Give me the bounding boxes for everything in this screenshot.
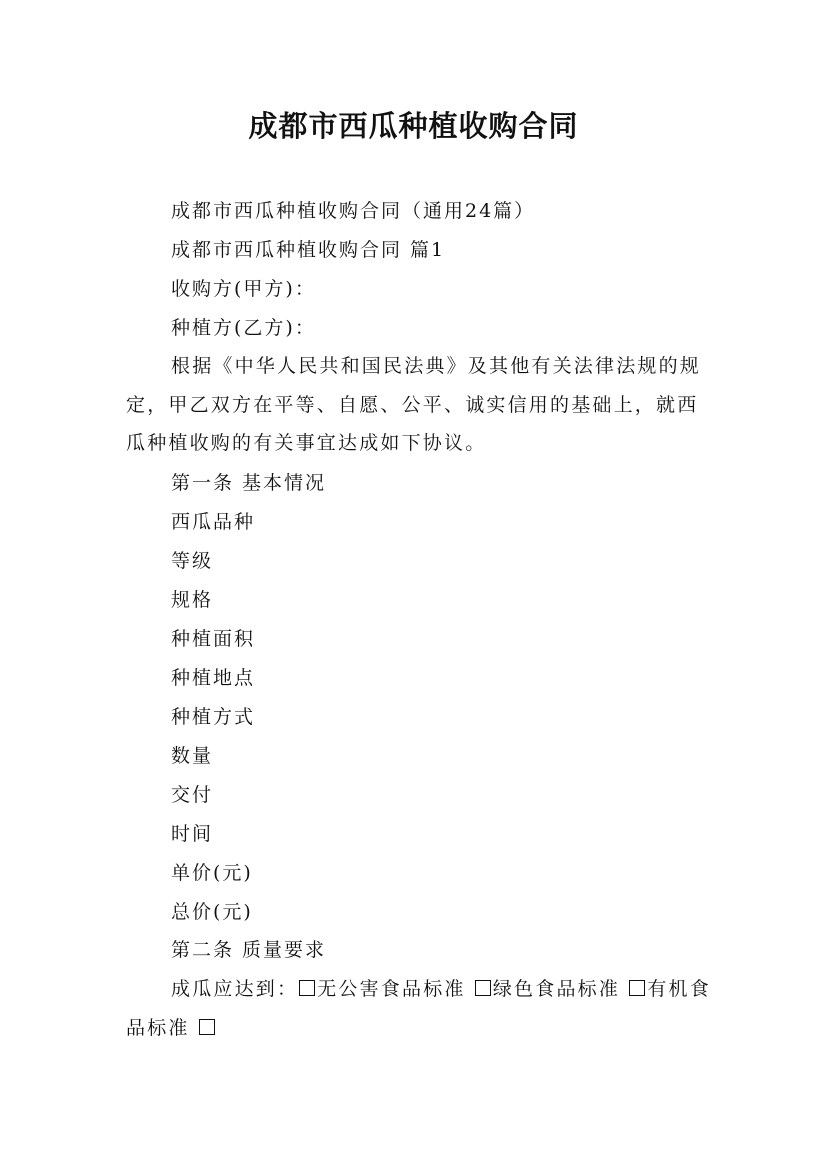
preamble-paragraph: 根据《中华人民共和国民法典》及其他有关法律法规的规定，甲乙双方在平等、自愿、公平、诚实信用的基础上，就西瓜种植收购的有关事宜达成如下协议。 bbox=[126, 355, 702, 454]
article1-item: 规格 bbox=[171, 589, 214, 611]
article1-item: 时间 bbox=[171, 823, 214, 845]
checkbox[interactable] bbox=[629, 980, 645, 996]
article1-item: 总价(元) bbox=[171, 901, 253, 923]
grower-label: 种植方(乙方)： bbox=[171, 317, 316, 339]
document-subtitle: 成都市西瓜种植收购合同（通用24篇） bbox=[171, 200, 536, 222]
article1-item: 等级 bbox=[171, 550, 214, 572]
checkbox[interactable] bbox=[475, 980, 491, 996]
article1-item: 种植地点 bbox=[171, 667, 256, 689]
article2-heading: 第二条 质量要求 bbox=[171, 939, 327, 961]
document-title: 成都市西瓜种植收购合同 bbox=[248, 109, 579, 143]
article1-item: 种植面积 bbox=[171, 628, 256, 650]
buyer-label: 收购方(甲方)： bbox=[171, 278, 316, 300]
quality-requirement bbox=[126, 970, 711, 1047]
article1-item: 交付 bbox=[171, 784, 214, 806]
article1-item: 种植方式 bbox=[171, 706, 256, 728]
article1-item: 单价(元) bbox=[171, 862, 253, 884]
checkbox[interactable] bbox=[299, 980, 315, 996]
quality-option: 有机食品标准 bbox=[126, 978, 711, 1039]
article1-heading: 第一条 基本情况 bbox=[171, 472, 327, 494]
article1-item: 西瓜品种 bbox=[171, 511, 256, 533]
quality-intro: 成瓜应达到： bbox=[171, 978, 299, 1000]
section-heading: 成都市西瓜种植收购合同 篇1 bbox=[171, 239, 446, 261]
quality-option: 无公害食品标准 bbox=[317, 978, 466, 1000]
quality-option: 绿色食品标准 bbox=[492, 978, 621, 1000]
checkbox[interactable] bbox=[199, 1019, 215, 1035]
article1-item: 数量 bbox=[171, 745, 214, 767]
